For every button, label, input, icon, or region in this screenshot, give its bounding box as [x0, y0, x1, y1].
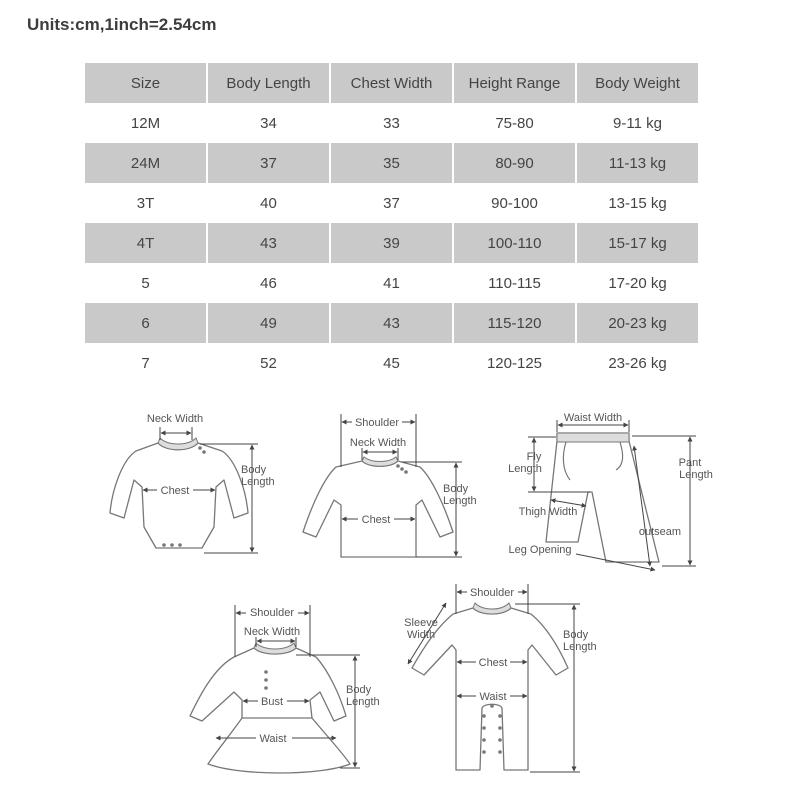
cell-chest-width: 33	[383, 114, 400, 132]
romper-body-label: Body	[563, 629, 589, 641]
romper-outline	[412, 608, 568, 770]
pants-fly-length-label: Length	[508, 463, 542, 475]
cell-size: 6	[85, 303, 206, 343]
top-neck-width-label: Neck Width	[349, 437, 407, 449]
bodysuit-length-label: Length	[241, 476, 275, 488]
cell-height-range: 75-80	[495, 114, 534, 132]
cell-body-length: 37	[208, 143, 329, 183]
cell-height-range: 80-90	[454, 143, 575, 183]
cell-size: 4T	[85, 223, 206, 263]
cell-size: 24M	[85, 143, 206, 183]
cell-height-range: 100-110	[454, 223, 575, 263]
dress-waist-label: Waist	[259, 733, 287, 745]
dress-body-label: Body	[346, 684, 372, 696]
top-body-label: Body	[443, 483, 469, 495]
top-outline	[303, 461, 453, 557]
pants-waist-width-label: Waist Width	[563, 412, 623, 424]
cell-body-weight: 15-17 kg	[577, 223, 698, 263]
pants-waistband	[557, 433, 629, 442]
cell-body-length: 46	[260, 274, 277, 292]
cell-chest-width: 41	[383, 274, 400, 292]
header-size: Size	[85, 63, 206, 103]
units-note: Units:cm,1inch=2.54cm	[27, 15, 217, 34]
dress-outline	[190, 648, 350, 773]
cell-height-range: 110-115	[488, 274, 541, 292]
cell-size: 7	[141, 354, 150, 372]
dress-length-label: Length	[346, 696, 380, 708]
cell-body-length: 34	[260, 114, 277, 132]
romper-shoulder-label: Shoulder	[469, 587, 515, 599]
cell-body-weight: 11-13 kg	[577, 143, 698, 183]
bodysuit-chest-label: Chest	[160, 485, 190, 497]
pants-outline	[546, 433, 659, 562]
cell-body-weight: 9-11 kg	[613, 114, 662, 132]
romper-chest-label: Chest	[478, 657, 508, 669]
dress-neck-width-label: Neck Width	[243, 626, 301, 638]
dress-collar	[254, 643, 296, 654]
cell-body-weight: 20-23 kg	[577, 303, 698, 343]
cell-body-length: 40	[260, 194, 277, 212]
top-diagram	[303, 414, 477, 557]
cell-body-weight: 17-20 kg	[608, 274, 667, 292]
header-body-length: Body Length	[208, 63, 329, 103]
dress-diagram	[190, 605, 380, 773]
cell-body-weight: 13-15 kg	[608, 194, 667, 212]
pants-diagram	[508, 412, 713, 570]
cell-chest-width: 45	[383, 354, 400, 372]
dress-shoulder-label: Shoulder	[249, 607, 295, 619]
cell-body-length: 49	[208, 303, 329, 343]
pants-outseam-label: outseam	[638, 526, 682, 538]
cell-size: 5	[141, 274, 150, 292]
bodysuit-neck-width-label: Neck Width	[146, 413, 204, 425]
cell-chest-width: 35	[331, 143, 452, 183]
cell-chest-width: 43	[331, 303, 452, 343]
romper-waist-label: Waist	[479, 691, 507, 703]
pants-thigh-width-label: Thigh Width	[518, 506, 578, 518]
cell-body-length: 43	[208, 223, 329, 263]
cell-body-weight: 23-26 kg	[608, 354, 667, 372]
bodysuit-diagram	[110, 413, 275, 553]
cell-size: 12M	[130, 114, 161, 132]
pants-pant-length-label: Length	[679, 469, 713, 481]
romper-sleeve-label: Sleeve	[404, 617, 438, 629]
top-length-label: Length	[443, 495, 477, 507]
header-body-weight: Body Weight	[577, 63, 698, 103]
header-height-range: Height Range	[454, 63, 575, 103]
cell-chest-width: 39	[331, 223, 452, 263]
romper-sleeve-width-label: Width	[406, 629, 436, 641]
cell-body-length: 52	[260, 354, 277, 372]
cell-size: 3T	[136, 194, 155, 212]
cell-height-range: 115-120	[454, 303, 575, 343]
cell-chest-width: 37	[383, 194, 400, 212]
cell-height-range: 90-100	[491, 194, 538, 212]
romper-diagram	[404, 584, 596, 772]
top-shoulder-label: Shoulder	[354, 417, 400, 429]
cell-height-range: 120-125	[486, 354, 543, 372]
top-chest-label: Chest	[361, 514, 391, 526]
romper-length-label: Length	[563, 641, 597, 653]
dress-bust-label: Bust	[260, 696, 284, 708]
pants-pant-label: Pant	[678, 457, 702, 469]
pants-leg-opening-label: Leg Opening	[508, 544, 572, 556]
header-chest-width: Chest Width	[331, 63, 452, 103]
bodysuit-body-label: Body	[241, 464, 267, 476]
pants-fly-label: Fly	[526, 451, 542, 463]
